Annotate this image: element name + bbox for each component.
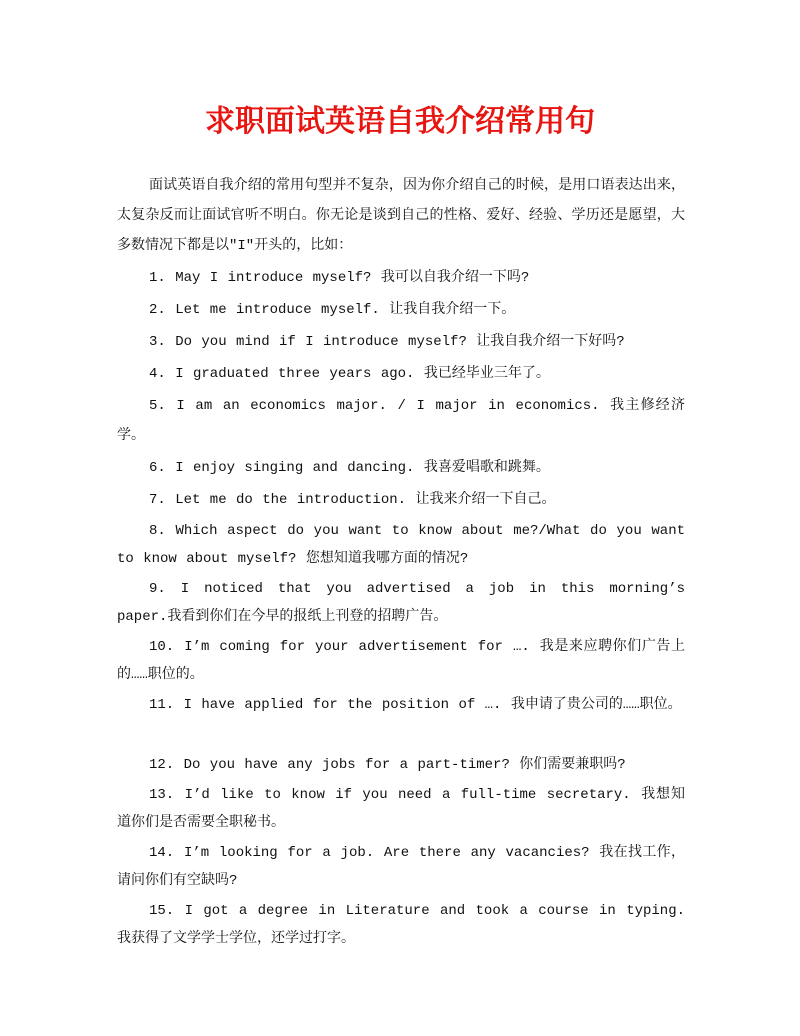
document-body (117, 171, 685, 953)
sentence-7: 7. Let me do the introduction. 让我来介绍一下自己。 (149, 492, 556, 508)
sentence-11: 11. I have applied for the position of …. 我申请了贵公司的……职位。 (149, 697, 682, 713)
sentence-8: 8. Which aspect do you want to know about me?/What do you want to know about myself? 您想知道我哪方面的情况? (117, 523, 685, 567)
sentence-4: 4. I graduated three years ago. 我已经毕业三年了。 (149, 366, 550, 382)
sentence-9: 9. I noticed that you advertised a job in this morning’s paper.我看到你们在今早的报纸上刊登的招聘广告。 (117, 581, 685, 625)
sentence-14: 14. I’m looking for a job. Are there any vacancies? 我在找工作，请问你们有空缺吗? (117, 845, 685, 889)
sentence-10: 10. I’m coming for your advertisement for …. 我是来应聘你们广告上的……职位的。 (117, 639, 685, 683)
sentence-15: 15. I got a degree in Literature and took a course in typing. 我获得了文学学士学位，还学过打字。 (117, 903, 685, 947)
sentence-13: 13. I’d like to know if you need a full-time secretary. 我想知道你们是否需要全职秘书。 (117, 787, 685, 831)
sentence-12: 12. Do you have any jobs for a part-timer? 你们需要兼职吗? (149, 757, 626, 773)
intro-paragraph: 面试英语自我介绍的常用句型并不复杂，因为你介绍自己的时候，是用口语表达出来，太复杂反而让面试官听不明白。你无论是谈到自己的性格、爱好、经验、学历还是愿望，大多数情况下都是以"I"开头的，比如： (117, 178, 685, 254)
sentence-5: 5. I am an economics major. / I major in economics. 我主修经济学。 (117, 398, 685, 444)
sentence-3: 3. Do you mind if I introduce myself? 让我自我介绍一下好吗? (149, 334, 625, 350)
sentence-1: 1. May I introduce myself? 我可以自我介绍一下吗? (149, 270, 530, 286)
sentence-6: 6. I enjoy singing and dancing. 我喜爱唱歌和跳舞。 (149, 460, 550, 476)
page-title: 求职面试英语自我介绍常用句 (205, 104, 595, 139)
sentence-2: 2. Let me introduce myself. 让我自我介绍一下。 (149, 302, 516, 318)
